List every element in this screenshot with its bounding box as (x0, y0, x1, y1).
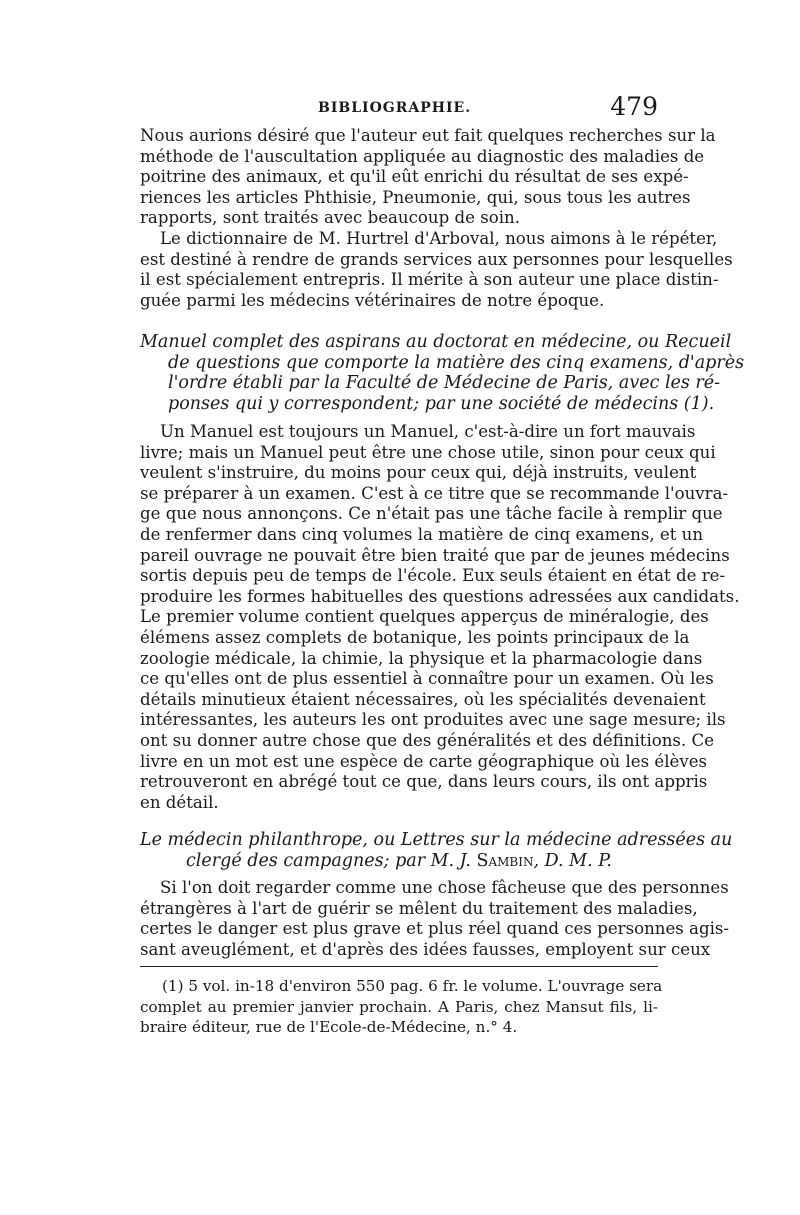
text-line: livre en un mot est une espèce de carte géographique où les élèves (140, 751, 708, 771)
text-line: pareil ouvrage ne pouvait être bien traité que par de jeunes médecins (140, 545, 730, 565)
heading-line: Manuel complet des aspirans au doctorat en médecine, ou Recueil (140, 332, 732, 352)
text-line: Si l'on doit regarder comme une chose fâcheuse que des personnes (160, 878, 729, 897)
text-line: poitrine des animaux, et qu'il eût enrichi du résultat de ses expé- (140, 167, 689, 187)
text-line: sortis depuis peu de temps de l'école. Eux seuls étaient en état de re- (140, 566, 726, 586)
text-line: élémens assez complets de botanique, les points principaux de la (140, 627, 690, 647)
text-line: produire les formes habituelles des questions adressées aux candidats. (140, 586, 740, 606)
text-line: Un Manuel est toujours un Manuel, c'est-à-dire un fort mauvais (160, 422, 696, 441)
text-line: rapports, sont traités avec beaucoup de soin. (140, 208, 520, 228)
footnote-line: (1) 5 vol. in-18 d'environ 550 pag. 6 fr. le volume. L'ouvrage sera (162, 977, 663, 995)
text-line: ge que nous annonçons. Ce n'était pas une tâche facile à remplir que (140, 504, 723, 524)
heading-line: de questions que comporte la matière des cinq examens, d'après (168, 352, 745, 373)
text-line: se préparer à un examen. C'est à ce titre que se recommande l'ouvra- (140, 483, 729, 503)
text-line: livre; mais un Manuel peut être une chose utile, sinon pour ceux qui (140, 442, 716, 462)
heading-text: , D. M. P. (533, 850, 612, 871)
text-line: sant aveuglément, et d'après des idées fausses, employent sur ceux (140, 939, 711, 959)
text-line: étrangères à l'art de guérir se mêlent du traitement des maladies, (140, 898, 698, 918)
heading-line: Le médecin philanthrope, ou Lettres sur la médecine adressées au (140, 830, 733, 850)
text-line: Nous aurions désiré que l'auteur eut fait quelques recherches sur la (140, 126, 716, 145)
text-line: il est spécialement entrepris. Il mérite à son auteur une place distin- (140, 270, 719, 290)
footnote (140, 976, 663, 1038)
text-line: méthode de l'auscultation appliquée au diagnostic des maladies de (140, 146, 705, 166)
text-line: riences les articles Phthisie, Pneumonie, qui, sous tous les autres (140, 187, 691, 207)
text-line: de renfermer dans cinq volumes la matière de cinq examens, et un (140, 524, 704, 544)
heading-line: l'ordre établi par la Faculté de Médecine de Paris, avec les ré- (168, 373, 721, 394)
page-number: 479 (610, 92, 658, 121)
review-continuation (140, 126, 733, 311)
book-entry-heading (140, 830, 733, 871)
text-line: ce qu'elles ont de plus essentiel à connaître pour un examen. Où les (140, 669, 714, 689)
heading-line (140, 851, 658, 872)
text-line: veulent s'instruire, du moins pour ceux qui, déjà instruits, veulent (140, 463, 697, 483)
text-line: intéressantes, les auteurs les ont produites avec une sage mesure; ils (140, 710, 726, 730)
text-line: zoologie médicale, la chimie, la physique et la pharmacologie dans (140, 648, 703, 668)
heading-text: clergé des campagnes; par M. J. (186, 850, 471, 871)
text-line: en détail. (140, 792, 219, 812)
text-line: Le dictionnaire de M. Hurtrel d'Arboval, nous aimons à le répéter, (160, 228, 718, 248)
footnote-rule (140, 966, 658, 967)
text-line: est destiné à rendre de grands services aux personnes pour lesquelles (140, 249, 733, 269)
book-entry-heading (140, 332, 745, 414)
running-head (140, 92, 658, 124)
text-line: guée parmi les médecins vétérinaires de notre époque. (140, 290, 605, 310)
book-review-body (140, 878, 730, 960)
text-line: ont su donner autre chose que des généralités et des définitions. Ce (140, 730, 715, 750)
text-line: détails minutieux étaient nécessaires, où les spécialités devenaient (140, 689, 706, 709)
text-line: Le premier volume contient quelques apperçus de minéralogie, des (140, 607, 709, 627)
book-review-body (140, 422, 740, 813)
footnote-line: braire éditeur, rue de l'Ecole-de-Médecine, n.° 4. (140, 1018, 518, 1036)
footnote-line: complet au premier janvier prochain. A Paris, chez Mansut fils, li- (140, 997, 658, 1016)
author-name: Sambin (476, 850, 534, 871)
text-line: retrouveront en abrégé tout ce que, dans leurs cours, ils ont appris (140, 772, 708, 792)
text-line: certes le danger est plus grave et plus réel quand ces personnes agis- (140, 919, 730, 939)
heading-line: ponses qui y correspondent; par une société de médecins (1). (168, 393, 715, 414)
running-title: BIBLIOGRAPHIE. (318, 100, 472, 116)
